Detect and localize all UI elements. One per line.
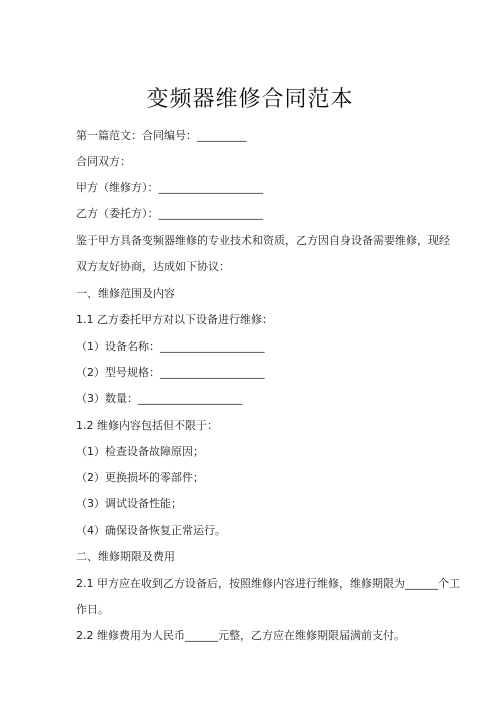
repair-item-4: （4）确保设备恢复正常运行。 bbox=[76, 524, 226, 537]
clause-2-1-line-1: 2.1 甲方应在收到乙方设备后，按照维修内容进行维修，维修期限为______个工 bbox=[76, 577, 460, 590]
section-1-heading: 一、维修范围及内容 bbox=[76, 287, 175, 300]
party-a-line: 甲方（维修方）：___________________ bbox=[76, 181, 263, 194]
clause-1-1: 1.1 乙方委托甲方对以下设备进行维修： bbox=[76, 313, 273, 326]
document-title: 变频器维修合同范本 bbox=[146, 87, 354, 112]
section-2-heading: 二、维修期限及费用 bbox=[76, 550, 175, 563]
contract-number-line: 第一篇范文：合同编号：_________ bbox=[76, 129, 247, 142]
clause-2-2: 2.2 维修费用为人民币______元整，乙方应在维修期限届满前支付。 bbox=[76, 629, 405, 642]
device-name-line: （1）设备名称：___________________ bbox=[76, 340, 265, 353]
parties-heading: 合同双方： bbox=[76, 155, 131, 168]
clause-2-1-line-2: 作日。 bbox=[76, 603, 109, 616]
preamble-line-2: 双方友好协商，达成如下协议： bbox=[76, 260, 230, 273]
party-b-line: 乙方（委托方）：___________________ bbox=[76, 207, 263, 220]
repair-item-1: （1）检查设备故障原因； bbox=[76, 445, 204, 458]
repair-item-2: （2）更换损坏的零部件； bbox=[76, 471, 204, 484]
model-spec-line: （2）型号规格：___________________ bbox=[76, 366, 265, 379]
clause-1-2: 1.2 维修内容包括但不限于： bbox=[76, 419, 218, 432]
preamble-line-1: 鉴于甲方具备变频器维修的专业技术和资质，乙方因自身设备需要维修，现经 bbox=[76, 234, 450, 247]
quantity-line: （3）数量：___________________ bbox=[76, 392, 243, 405]
repair-item-3: （3）调试设备性能； bbox=[76, 497, 182, 510]
